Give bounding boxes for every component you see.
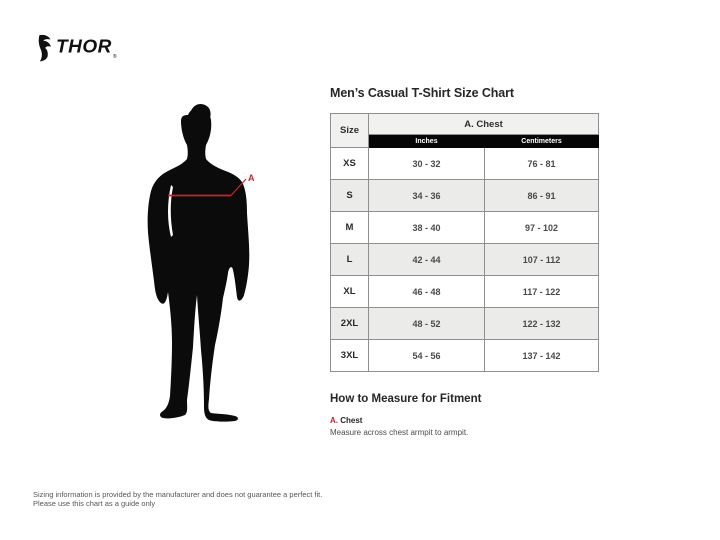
size-label: M	[331, 212, 369, 244]
disclaimer-line-1: Sizing information is provided by the manufacturer and does not guarantee a perfect fit.	[33, 490, 323, 499]
table-row	[331, 244, 599, 276]
thor-logo-text: THOR	[56, 37, 112, 58]
male-silhouette-graphic	[110, 85, 310, 445]
centimeters-value: 76 - 81	[485, 148, 599, 180]
size-label: XL	[331, 276, 369, 308]
centimeters-unit-header: Centimeters	[485, 135, 599, 148]
inches-unit-header: Inches	[369, 135, 485, 148]
table-row	[331, 212, 599, 244]
inches-value: 46 - 48	[369, 276, 485, 308]
size-chart-title: Men’s Casual T-Shirt Size Chart	[330, 86, 514, 100]
measure-description: Measure across chest armpit to armpit.	[330, 428, 469, 437]
body-silhouette-figure	[110, 85, 310, 445]
size-label: XS	[331, 148, 369, 180]
table-row	[331, 180, 599, 212]
inches-value: 42 - 44	[369, 244, 485, 276]
table-row	[331, 276, 599, 308]
inches-value: 30 - 32	[369, 148, 485, 180]
table-row	[331, 308, 599, 340]
measure-guide-title: How to Measure for Fitment	[330, 393, 482, 405]
size-chart-content	[330, 86, 598, 437]
disclaimer-line-2: Please use this chart as a guide only	[33, 499, 156, 509]
table-row	[331, 340, 599, 372]
size-label: 3XL	[331, 340, 369, 372]
size-label: L	[331, 244, 369, 276]
size-label: S	[331, 180, 369, 212]
centimeters-value: 97 - 102	[485, 212, 599, 244]
size-label: 2XL	[331, 308, 369, 340]
thor-helmet-icon	[36, 34, 53, 62]
centimeters-value: 117 - 122	[485, 276, 599, 308]
table-row	[331, 148, 599, 180]
size-column-header: Size	[331, 114, 369, 148]
thor-logo	[36, 34, 117, 62]
chest-callout-label: A	[248, 173, 255, 183]
centimeters-value: 107 - 112	[485, 244, 599, 276]
chest-group-header: A. Chest	[369, 114, 599, 135]
sizing-disclaimer	[33, 490, 322, 509]
inches-value: 48 - 52	[369, 308, 485, 340]
measure-guide-item	[330, 416, 598, 437]
inches-value: 38 - 40	[369, 212, 485, 244]
thor-logo-trademark: ®	[112, 54, 117, 60]
measure-name: Chest	[340, 416, 363, 425]
size-chart-table	[330, 113, 599, 372]
inches-value: 34 - 36	[369, 180, 485, 212]
centimeters-value: 86 - 91	[485, 180, 599, 212]
centimeters-value: 122 - 132	[485, 308, 599, 340]
inches-value: 54 - 56	[369, 340, 485, 372]
centimeters-value: 137 - 142	[485, 340, 599, 372]
measure-key: A.	[330, 416, 338, 425]
